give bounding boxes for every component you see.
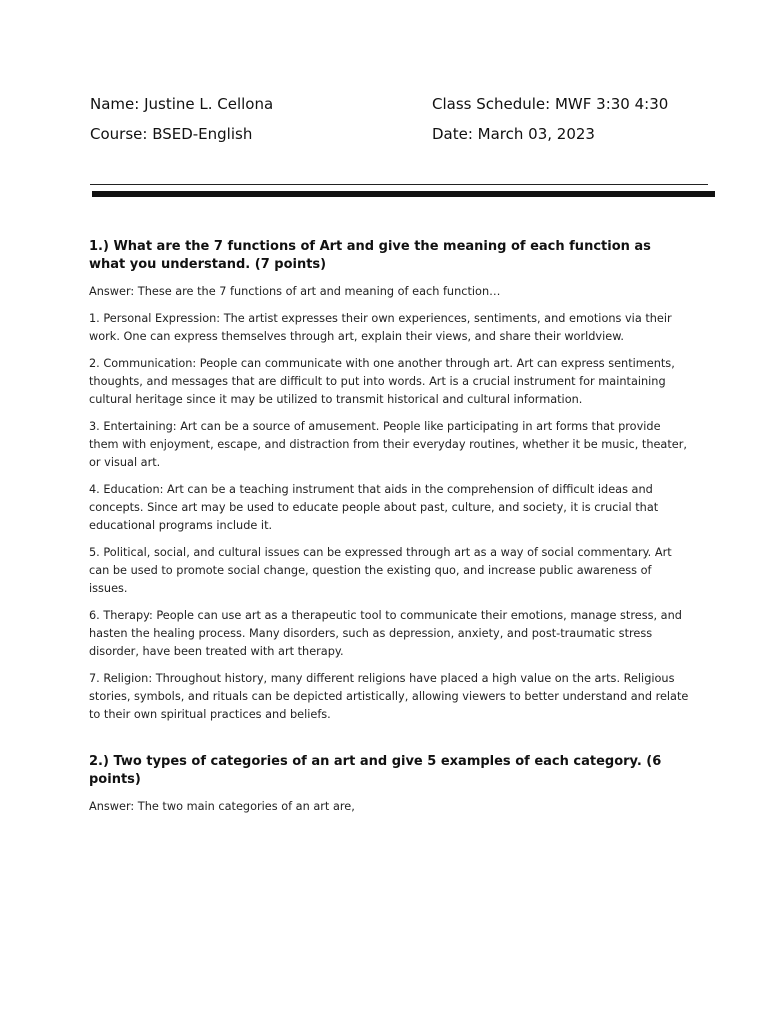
function-communication: 2. Communication: People can communicate with one another through art. Art can express sentiments, thoughts, and messages that are difficult to put into words. Art is a crucial instrument for maintaining cultural heritage since it may be utilized to transmit historical and cultural information. [89,357,675,406]
student-name: Name: Justine L. Cellona [90,95,274,113]
course: Course: BSED-English [90,125,253,143]
function-social-commentary: 5. Political, social, and cultural issues can be expressed through art as a way of social commentary. Art can be used to promote social change, question the existing quo, and increase public awareness of issues. [89,546,672,595]
function-education: 4. Education: Art can be a teaching instrument that aids in the comprehension of difficult ideas and concepts. Since art may be used to educate people about past, culture, and society, it is crucial that educational programs include it. [89,483,659,532]
function-therapy: 6. Therapy: People can use art as a therapeutic tool to communicate their emotions, manage stress, and hasten the healing process. Many disorders, such as depression, anxiety, and post-traumatic stress disorder, have been treated with art therapy. [89,609,682,658]
function-personal-expression: 1. Personal Expression: The artist expresses their own experiences, sentiments, and emotions via their work. One can express themselves through art, explain their views, and share their worldview. [89,312,672,343]
document-body [89,238,689,825]
header-divider-thick [92,191,715,197]
function-religion: 7. Religion: Throughout history, many different religions have placed a high value on the arts. Religious stories, symbols, and rituals can be depicted artistically, allowing viewers to better understand and relate to their own spiritual practices and beliefs. [89,672,689,721]
header-divider-thin [90,184,708,185]
function-entertaining: 3. Entertaining: Art can be a source of amusement. People like participating in art forms that provide them with enjoyment, escape, and distraction from their everyday routines, whether it be music, theater, or visual art. [89,420,687,469]
class-schedule: Class Schedule: MWF 3:30 4:30 [432,95,669,113]
question-2: 2.) Two types of categories of an art and give 5 examples of each category. (6 points) [89,754,662,787]
date: Date: March 03, 2023 [432,125,595,143]
question-2-answer-intro: Answer: The two main categories of an art are, [89,800,355,813]
question-1-answer-intro: Answer: These are the 7 functions of art and meaning of each function… [89,285,501,298]
section-spacer [89,733,689,753]
question-1: 1.) What are the 7 functions of Art and give the meaning of each function as what you understand. (7 points) [89,239,651,272]
